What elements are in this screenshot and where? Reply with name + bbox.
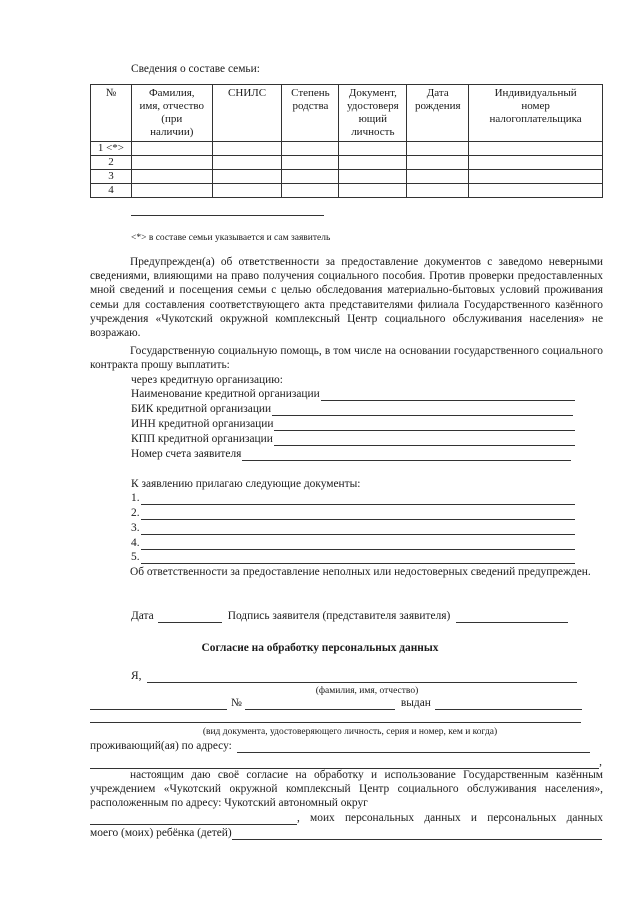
- consent-number-input[interactable]: [245, 699, 395, 710]
- document-item: [131, 506, 575, 520]
- document-item-input[interactable]: [141, 494, 575, 505]
- bank-inn-field: [131, 417, 575, 431]
- document-item-number: 1.: [131, 492, 140, 504]
- cell-relation[interactable]: [282, 184, 339, 198]
- header-relation: Степень родства: [282, 85, 339, 142]
- account-input[interactable]: [242, 450, 571, 461]
- consent-doc-type-input[interactable]: [90, 699, 227, 710]
- cell-snils[interactable]: [212, 156, 282, 170]
- document-item-number: 3.: [131, 522, 140, 534]
- fio-hint: (фамилия, имя, отчество): [315, 686, 419, 696]
- row-number: 3: [91, 170, 132, 184]
- document-item: [131, 491, 575, 505]
- row-number: 4: [91, 184, 132, 198]
- row-number: 1 <*>: [91, 142, 132, 156]
- cell-document[interactable]: [339, 156, 407, 170]
- bank-kpp-field: [131, 432, 575, 446]
- signature-row: [131, 609, 601, 623]
- footnote: <*> в составе семьи указывается и сам заявитель: [131, 233, 331, 243]
- payment-paragraph: Государственную социальную помощь, в том числе на основании государственного социального контракта прошу выплатить:: [90, 345, 603, 372]
- bank-name-label: Наименование кредитной организации: [131, 388, 320, 400]
- cell-inn[interactable]: [469, 156, 603, 170]
- row-number: 2: [91, 156, 132, 170]
- cell-dob[interactable]: [407, 142, 469, 156]
- document-item-input[interactable]: [141, 539, 575, 550]
- consent-address-label: проживающий(ая) по адресу:: [90, 740, 232, 752]
- cell-dob[interactable]: [407, 184, 469, 198]
- header-snils: СНИЛС: [212, 85, 282, 142]
- bank-inn-input[interactable]: [274, 420, 575, 431]
- consent-doc-row: [90, 696, 582, 710]
- warning-paragraph: Предупрежден(а) об ответственности за предоставление документов с заведомо неверными сведениями, влияющими на право получения социального пособия. Против проверки предоставленных мной сведений и посещения семьи с целью обследования материально-бытовых условий проживания семьи для составления соответствующего акта представителями филиала Государственного казённого учреждения «Чукотский окружной комплексный Центр социального обслуживания населения» не возражаю.: [90, 256, 603, 340]
- consent-issued-input[interactable]: [435, 699, 582, 710]
- cell-document[interactable]: [339, 170, 407, 184]
- document-item: [131, 536, 575, 550]
- consent-title: Согласие на обработку персональных данных: [201, 642, 439, 654]
- cell-name[interactable]: [131, 156, 212, 170]
- header-document: Документ, удостоверя ющий личность: [339, 85, 407, 142]
- consent-i-label: Я,: [131, 670, 142, 682]
- consent-region-input[interactable]: [90, 814, 297, 825]
- consent-fio-row: [131, 669, 577, 683]
- consent-text: настоящим даю своё согласие на обработку и использование Государственным казённым учреждением «Чукотский окружной комплексный Центр социального обслуживания населения», расположенным по адресу: Чукотский автономный округ: [90, 769, 603, 810]
- bank-kpp-label: КПП кредитной организации: [131, 433, 273, 445]
- signature-input[interactable]: [456, 612, 568, 623]
- header-inn: Индивидуальный номер налогоплательщика: [469, 85, 603, 142]
- consent-issued-label: выдан: [400, 697, 431, 709]
- cell-relation[interactable]: [282, 156, 339, 170]
- account-field: [131, 447, 571, 461]
- table-row: [91, 170, 603, 184]
- consent-fio-input[interactable]: [147, 672, 577, 683]
- consent-address-row: [90, 739, 590, 753]
- cell-snils[interactable]: [212, 184, 282, 198]
- family-table: [90, 84, 603, 198]
- consent-children-row: [90, 826, 602, 840]
- table-row: [91, 184, 603, 198]
- family-table-header: [91, 85, 603, 142]
- signature-label: Подпись заявителя (представителя заявителя): [227, 610, 451, 622]
- document-item-input[interactable]: [141, 553, 575, 564]
- bank-bik-label: БИК кредитной организации: [131, 403, 272, 415]
- document-item-input[interactable]: [141, 524, 575, 535]
- consent-children-input[interactable]: [232, 829, 602, 840]
- cell-document[interactable]: [339, 142, 407, 156]
- cell-name[interactable]: [131, 142, 212, 156]
- cell-name[interactable]: [131, 170, 212, 184]
- documents-heading: К заявлению прилагаю следующие документы:: [131, 478, 361, 490]
- responsibility-paragraph: Об ответственности за предоставление неполных или недостоверных сведений предупрежден.: [130, 566, 591, 578]
- cell-snils[interactable]: [212, 170, 282, 184]
- bank-bik-input[interactable]: [272, 405, 573, 416]
- consent-doc-line[interactable]: [90, 722, 581, 723]
- header-dob: Дата рождения: [407, 85, 469, 142]
- table-row: [91, 142, 603, 156]
- cell-inn[interactable]: [469, 184, 603, 198]
- payment-via: через кредитную организацию:: [131, 374, 283, 386]
- bank-bik-field: [131, 402, 573, 416]
- family-section-caption: Сведения о составе семьи:: [131, 63, 260, 75]
- consent-text-2: , моих персональных данных и персональных данных: [297, 812, 603, 824]
- consent-children-label: моего (моих) ребёнка (детей): [90, 827, 232, 839]
- cell-document[interactable]: [339, 184, 407, 198]
- doc-hint: (вид документа, удостоверяющего личность, серия и номер, кем и когда): [202, 727, 498, 737]
- cell-dob[interactable]: [407, 156, 469, 170]
- document-item-number: 5.: [131, 551, 140, 563]
- date-input[interactable]: [158, 612, 222, 623]
- header-name: Фамилия, имя, отчество (при наличии): [131, 85, 212, 142]
- bank-name-input[interactable]: [321, 390, 575, 401]
- header-number: №: [91, 85, 132, 142]
- consent-number-label: №: [231, 697, 242, 709]
- cell-relation[interactable]: [282, 142, 339, 156]
- document-item-input[interactable]: [141, 509, 575, 520]
- cell-name[interactable]: [131, 184, 212, 198]
- account-label: Номер счета заявителя: [131, 448, 242, 460]
- table-row: [91, 156, 603, 170]
- document-item-number: 2.: [131, 507, 140, 519]
- bank-name-field: [131, 387, 575, 401]
- footnote-divider: [131, 215, 324, 216]
- bank-inn-label: ИНН кредитной организации: [131, 418, 274, 430]
- document-item-number: 4.: [131, 537, 140, 549]
- cell-dob[interactable]: [407, 170, 469, 184]
- cell-inn[interactable]: [469, 170, 603, 184]
- cell-snils[interactable]: [212, 142, 282, 156]
- cell-relation[interactable]: [282, 170, 339, 184]
- cell-inn[interactable]: [469, 142, 603, 156]
- consent-comma: ,: [599, 756, 602, 768]
- consent-region-row: [90, 811, 603, 825]
- date-label: Дата: [131, 610, 154, 622]
- bank-kpp-input[interactable]: [274, 435, 575, 446]
- document-item: [131, 550, 575, 564]
- document-item: [131, 521, 575, 535]
- consent-address-input[interactable]: [237, 742, 590, 753]
